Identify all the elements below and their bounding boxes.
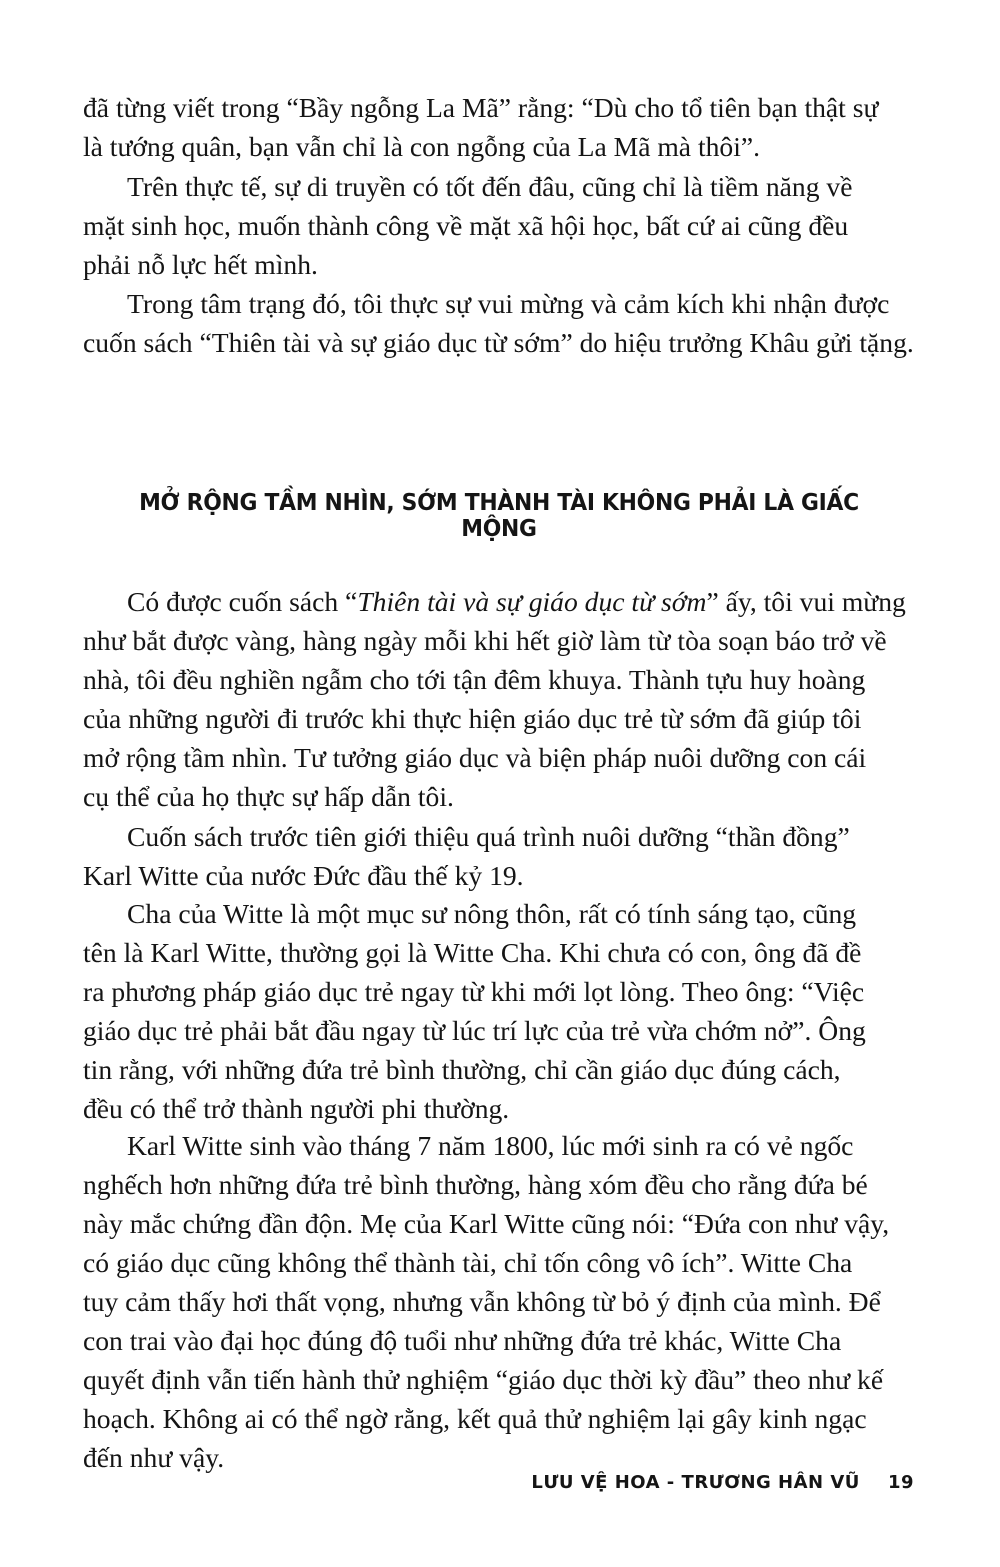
text-line: cụ thể của họ thực sự hấp dẫn tôi. xyxy=(83,781,454,812)
text-fragment: Có được cuốn sách “ xyxy=(127,586,358,617)
text-line: tuy cảm thấy hơi thất vọng, nhưng vẫn không từ bỏ ý định của mình. Để xyxy=(83,1286,881,1317)
paragraph xyxy=(83,88,915,166)
text-line: nhà, tôi đều nghiền ngẫm cho tới tận đêm khuya. Thành tựu huy hoàng xyxy=(83,664,866,695)
text-line: tên là Karl Witte, thường gọi là Witte Cha. Khi chưa có con, ông đã đề xyxy=(83,937,862,968)
text-line: con trai vào đại học đúng độ tuổi như những đứa trẻ khác, Witte Cha xyxy=(83,1325,842,1356)
paragraph xyxy=(83,167,915,284)
paragraph xyxy=(83,284,915,362)
text-line: Trên thực tế, sự di truyền có tốt đến đâu, cũng chỉ là tiềm năng về xyxy=(127,171,853,202)
paragraph xyxy=(83,817,915,895)
text-line xyxy=(83,582,915,621)
text-line: như bắt được vàng, hàng ngày mỗi khi hết giờ làm từ tòa soạn báo trở về xyxy=(83,625,887,656)
page-footer xyxy=(531,1472,914,1493)
text-line: giáo dục trẻ phải bắt đầu ngay từ lúc trí lực của trẻ vừa chớm nở”. Ông xyxy=(83,1015,866,1046)
text-line: Cuốn sách trước tiên giới thiệu quá trình nuôi dưỡng “thần đồng” xyxy=(127,821,850,852)
text-fragment: ” ấy, tôi vui mừng xyxy=(706,586,906,617)
footer-authors: LƯU VỆ HOA - TRƯƠNG HÂN VŨ xyxy=(531,1472,860,1493)
text-line: Trong tâm trạng đó, tôi thực sự vui mừng và cảm kích khi nhận được xyxy=(127,288,890,319)
text-line: cuốn sách “Thiên tài và sự giáo dục từ sớm” do hiệu trưởng Khâu gửi tặng. xyxy=(83,327,914,358)
text-line: đến như vậy. xyxy=(83,1442,225,1473)
text-line: Karl Witte của nước Đức đầu thế kỷ 19. xyxy=(83,860,524,891)
text-line: Karl Witte sinh vào tháng 7 năm 1800, lúc mới sinh ra có vẻ ngốc xyxy=(127,1130,854,1161)
text-line: tin rằng, với những đứa trẻ bình thường, chỉ cần giáo dục đúng cách, xyxy=(83,1054,841,1085)
paragraph xyxy=(83,894,915,1128)
text-line: mở rộng tầm nhìn. Tư tưởng giáo dục và biện pháp nuôi dưỡng con cái xyxy=(83,742,867,773)
text-line: có giáo dục cũng không thể thành tài, chỉ tốn công vô ích”. Witte Cha xyxy=(83,1247,853,1278)
text-line: của những người đi trước khi thực hiện giáo dục trẻ từ sớm đã giúp tôi xyxy=(83,703,862,734)
text-line: đều có thể trở thành người phi thường. xyxy=(83,1093,510,1124)
text-line: này mắc chứng đần độn. Mẹ của Karl Witte cũng nói: “Đứa con như vậy, xyxy=(83,1208,890,1239)
text-line: ra phương pháp giáo dục trẻ ngay từ khi mới lọt lòng. Theo ông: “Việc xyxy=(83,976,865,1007)
paragraph xyxy=(83,1126,915,1477)
text-line: mặt sinh học, muốn thành công về mặt xã hội học, bất cứ ai cũng đều xyxy=(83,210,849,241)
text-line: là tướng quân, bạn vẫn chỉ là con ngỗng của La Mã mà thôi”. xyxy=(83,131,761,162)
text-line: quyết định vẫn tiến hành thử nghiệm “giáo dục thời kỳ đầu” theo như kế xyxy=(83,1364,884,1395)
section-heading: MỞ RỘNG TẦM NHÌN, SỚM THÀNH TÀI KHÔNG PHẢI LÀ GIẤC MỘNG xyxy=(139,490,859,542)
text-line: phải nỗ lực hết mình. xyxy=(83,249,318,280)
text-line: đã từng viết trong “Bầy ngỗng La Mã” rằng: “Dù cho tổ tiên bạn thật sự xyxy=(83,92,879,123)
text-line: Cha của Witte là một mục sư nông thôn, rất có tính sáng tạo, cũng xyxy=(127,898,857,929)
text-line: hoạch. Không ai có thể ngờ rằng, kết quả thử nghiệm lại gây kinh ngạc xyxy=(83,1403,867,1434)
paragraph xyxy=(83,582,915,816)
page-number: 19 xyxy=(887,1472,914,1493)
book-title: Thiên tài và sự giáo dục từ sớm xyxy=(357,586,707,617)
text-line: nghếch hơn những đứa trẻ bình thường, hàng xóm đều cho rằng đứa bé xyxy=(83,1169,868,1200)
